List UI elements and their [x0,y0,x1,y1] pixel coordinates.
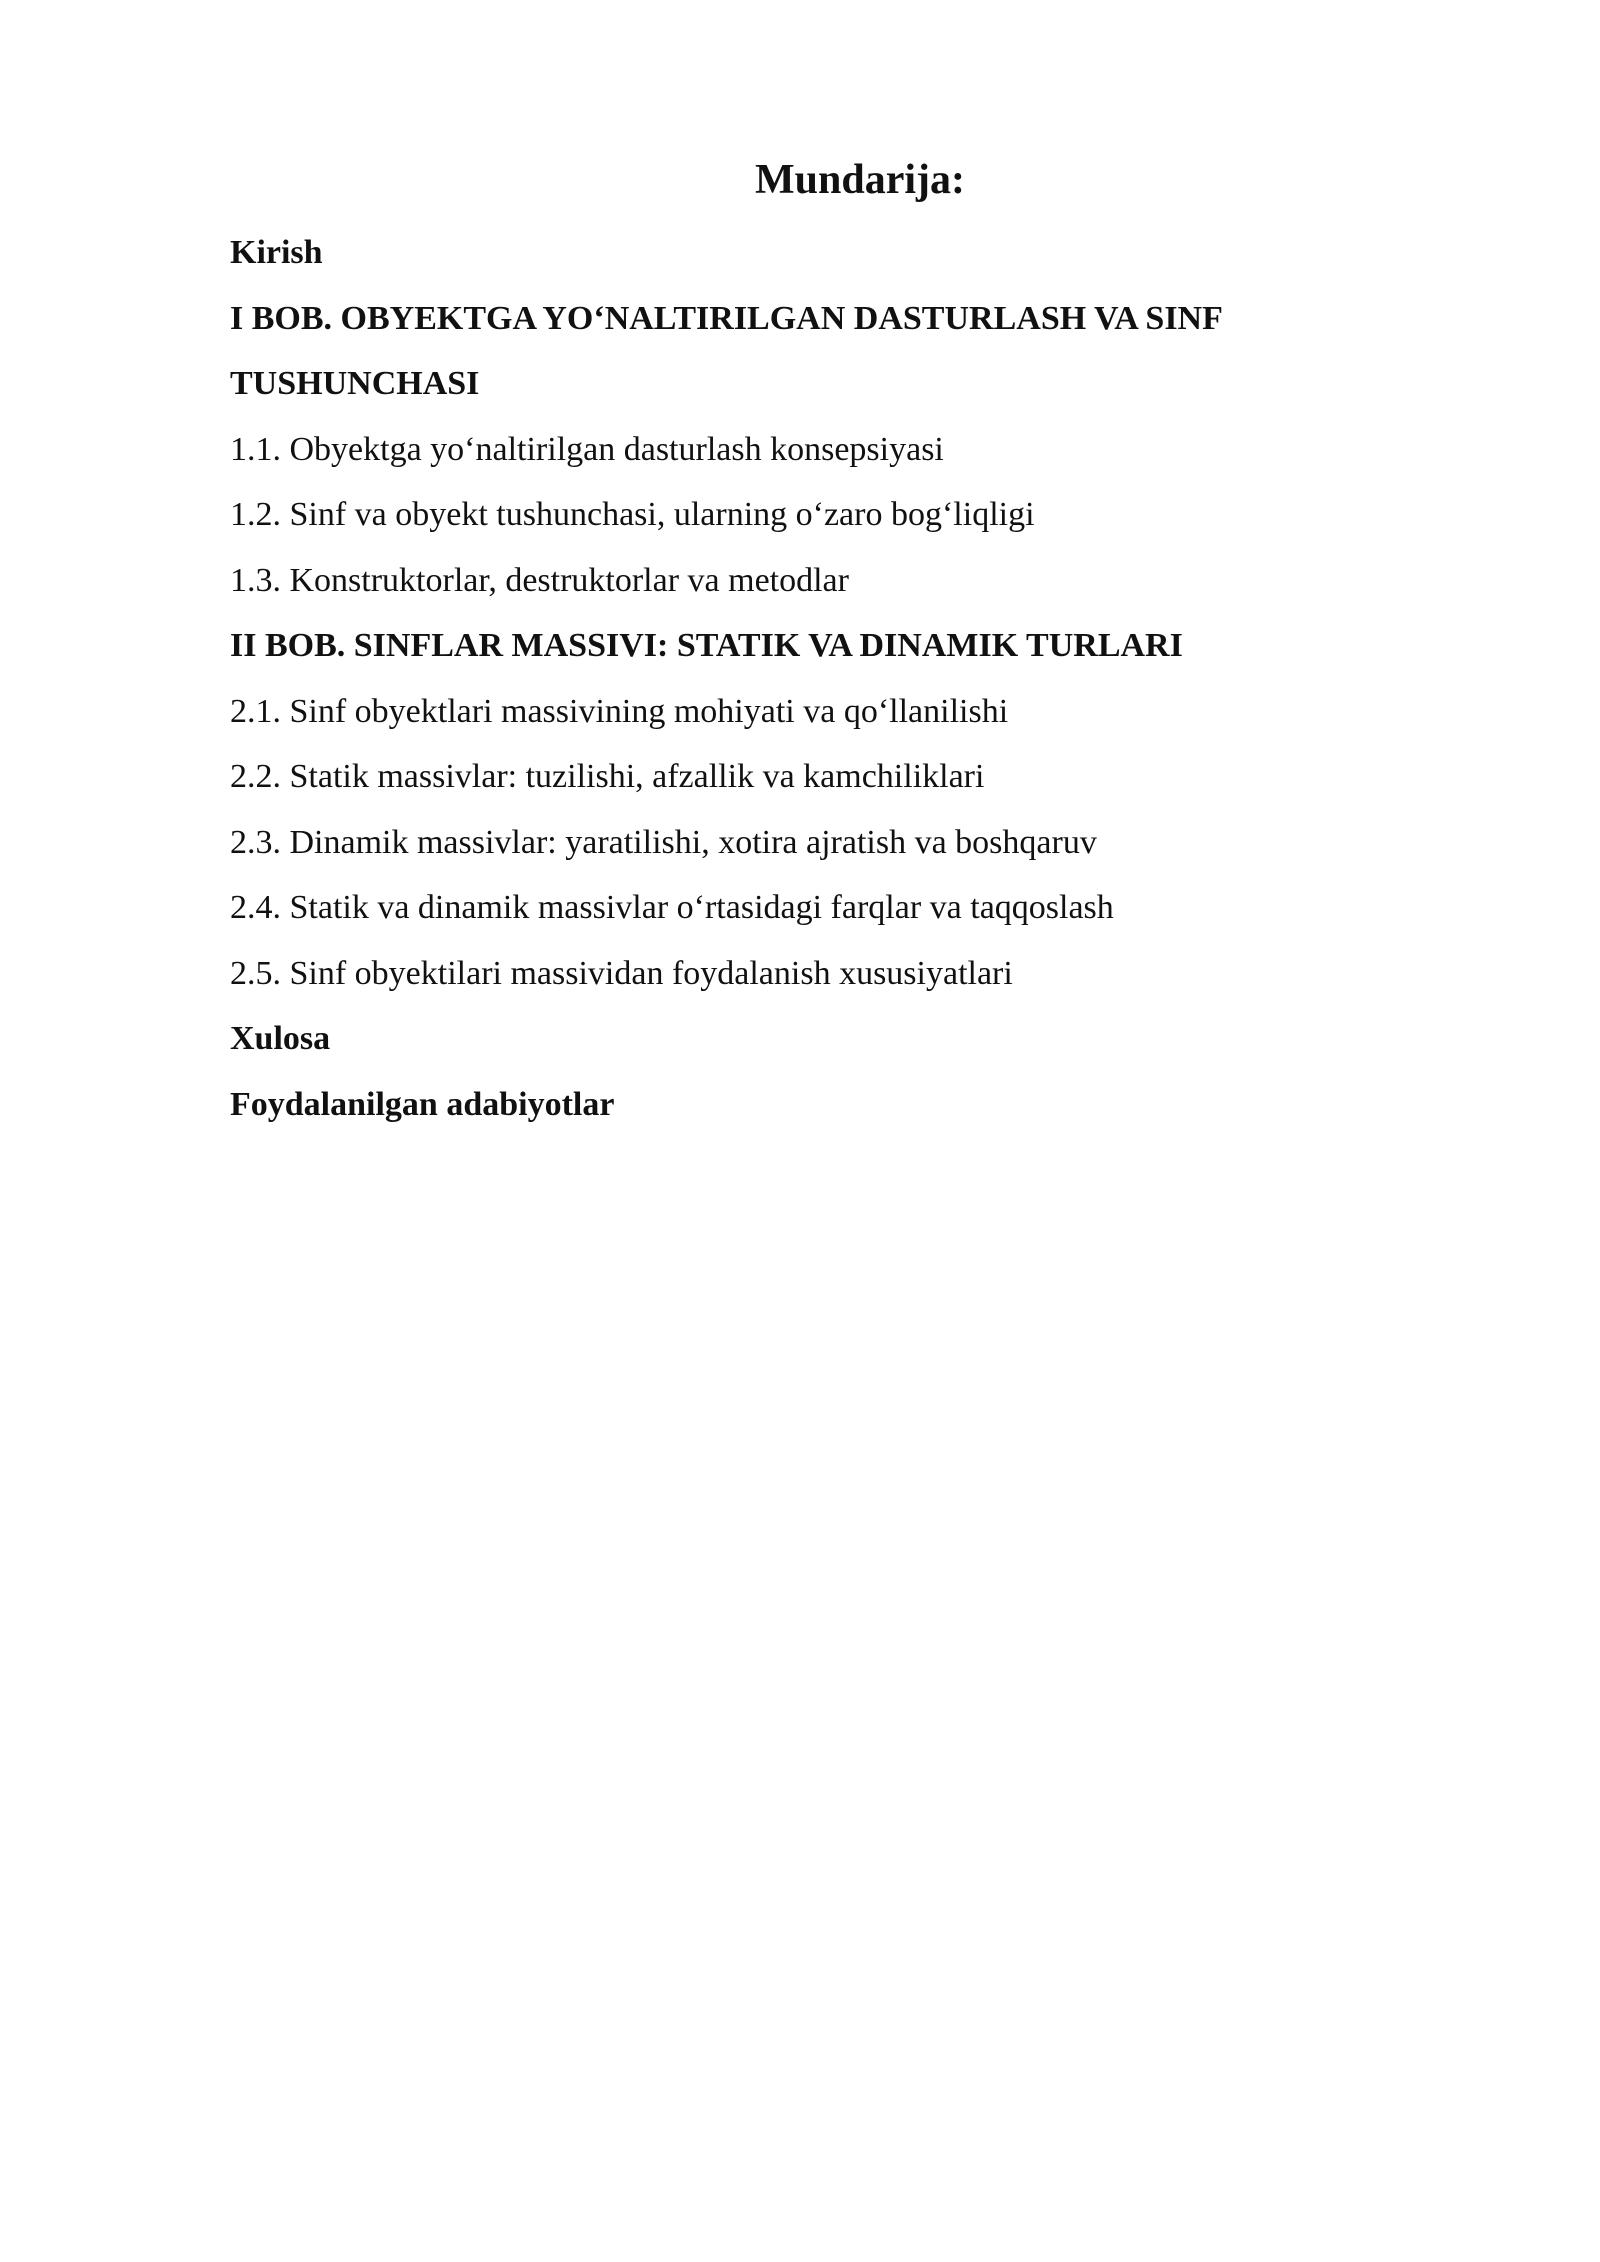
toc-entry: Kirish [230,234,323,271]
table-of-contents [230,220,1390,1137]
toc-entry: II BOB. SINFLAR MASSIVI: STATIK VA DINAMIK TURLARI [230,627,1183,664]
toc-entry: 1.3. Konstruktorlar, destruktorlar va metodlar [230,561,849,599]
toc-entry: 2.3. Dinamik massivlar: yaratilishi, xotira ajratish va boshqaruv [230,823,1097,861]
toc-entry: 1.1. Obyektga yo‘naltirilgan dasturlash konsepsiyasi [230,430,944,468]
toc-entry: 2.5. Sinf obyektilari massividan foydalanish xususiyatlari [230,954,1013,992]
toc-entry: TUSHUNCHASI [230,365,480,402]
toc-entry: Foydalanilgan adabiyotlar [230,1085,615,1123]
toc-entry: 2.4. Statik va dinamik massivlar o‘rtasidagi farqlar va taqqoslash [230,889,1114,926]
toc-entry: 2.2. Statik massivlar: tuzilishi, afzallik va kamchiliklari [230,758,985,795]
toc-entry: 1.2. Sinf va obyekt tushunchasi, ularning o‘zaro bog‘liqligi [230,496,1035,533]
toc-entry: Xulosa [230,1020,331,1057]
page-title: Mundarija: [755,157,965,203]
toc-entry: I BOB. OBYEKTGA YO‘NALTIRILGAN DASTURLASH VA SINF [230,299,1223,337]
toc-entry: 2.1. Sinf obyektlari massivining mohiyati va qo‘llanilishi [230,692,1009,730]
